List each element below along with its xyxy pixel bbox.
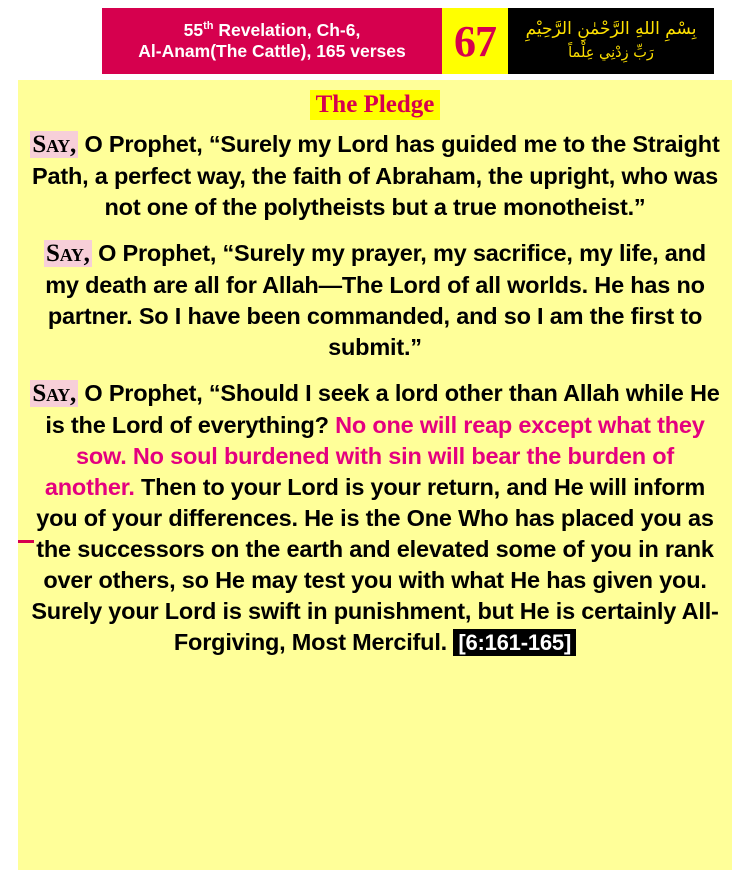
header-banner [102, 8, 714, 74]
revelation-line-1 [184, 20, 361, 41]
verse-text-1: O Prophet, “Surely my Lord has guided me to the Straight Path, a perfect way, the faith of Abraham, the upright, who was not one of the polytheists but a true monotheist.” [32, 131, 720, 221]
revelation-chapter: Revelation, Ch-6, [213, 19, 361, 40]
verse-paragraph-3 [30, 377, 720, 658]
revelation-line-2: Al-Anam(The Cattle), 165 verses [138, 41, 406, 61]
verse-text-3-highlight: No one will reap except what they sow. No soul burdened with sin will bear the burden of another. [44, 412, 705, 501]
verse-text-3-before: O Prophet, “Should I seek a lord other than Allah while He is the Lord of everything? [45, 380, 720, 439]
revelation-number: 55 [183, 19, 204, 40]
section-heading: The Pledge [310, 90, 441, 120]
content-panel [18, 80, 732, 870]
chapter-number-badge: 67 [442, 8, 508, 74]
say-label-2: Say, [46, 240, 90, 268]
arabic-basmala: بِسْمِ اللهِ الرَّحْمٰنِ الرَّحِيْمِ [525, 19, 697, 40]
verse-paragraph-1 [30, 128, 720, 223]
say-label-1: Say, [32, 131, 77, 158]
verse-paragraph-2 [30, 237, 720, 363]
arabic-invocation [508, 8, 714, 74]
section-heading-wrap [30, 90, 720, 120]
revelation-number-suffix: th [203, 19, 214, 32]
verse-text-3-after: Then to your Lord is your return, and He will inform you of your differences. He is the One Who has placed you as the successors on the earth and elevated some of you in rank over others, so He may test you with what He has given you. Surely your Lord is swift in punishment, but He is certainly All-Forgiving, Most Merciful. [31, 474, 719, 656]
say-label-3: Say, [32, 380, 77, 408]
verse-text-2: O Prophet, “Surely my prayer, my sacrifice, my life, and my death are all for Allah—The Lord of all worlds. He has no partner. So I have been commanded, and so I am the first to submit.” [45, 240, 706, 361]
left-margin-marker [18, 540, 34, 543]
verse-reference: [6:161-165] [453, 629, 576, 656]
arabic-dua: رَبِّ زِدْنِي عِلْماً [568, 44, 654, 61]
revelation-title [102, 8, 442, 74]
